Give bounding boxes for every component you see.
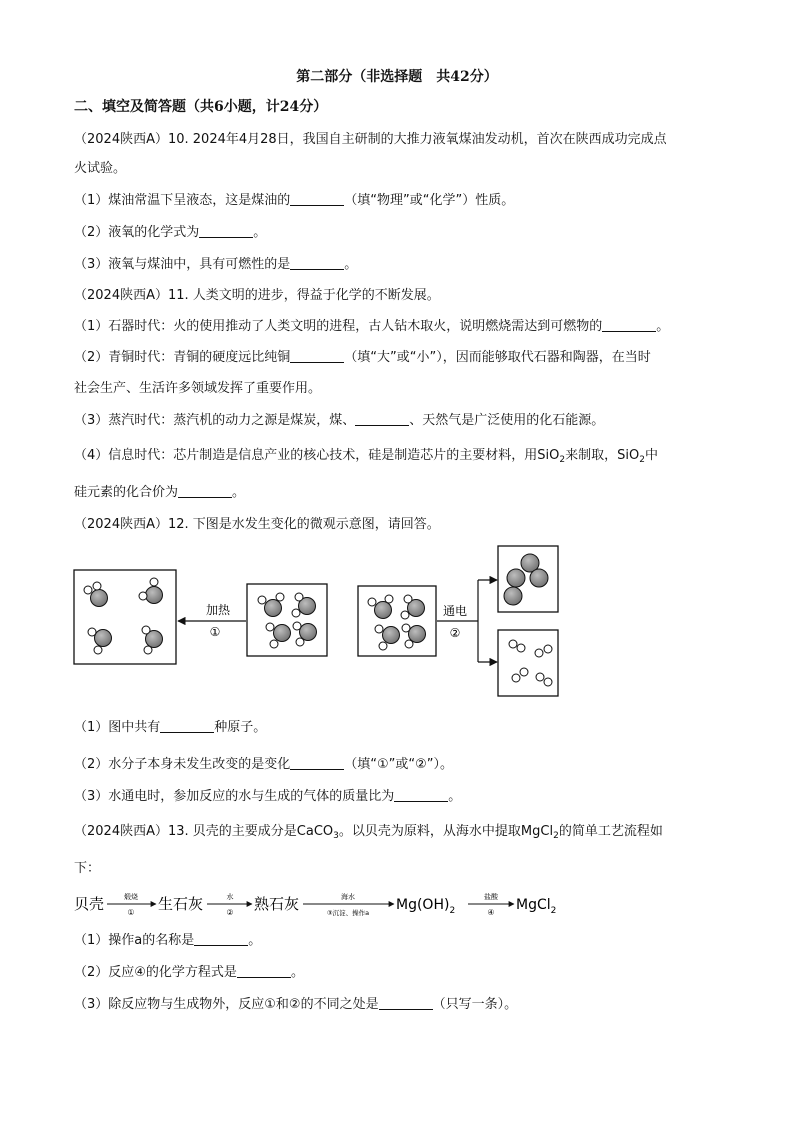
- oxygen-atom: [507, 569, 525, 587]
- q11-part4-text-d: 硅元素的化合价为: [74, 485, 179, 500]
- answer-blank[interactable]: [602, 318, 656, 332]
- box-water-before-electrolysis: [358, 586, 436, 656]
- q10-part3-text-b: 。: [344, 257, 358, 272]
- answer-blank[interactable]: [379, 996, 433, 1010]
- flow-arrow-2-condition: 水: [226, 893, 234, 901]
- answer-blank[interactable]: [199, 224, 253, 238]
- q12-part1-text-b: 种原子。: [214, 720, 267, 735]
- q11-part2-line2: 社会生产、生活许多领域发挥了重要作用。: [74, 381, 322, 396]
- flow-arrow-4-step: ④: [487, 908, 495, 917]
- q12-part2: [74, 756, 453, 774]
- q10-part3-text-a: （3）液氧与煤油中，具有可燃性的是: [74, 257, 291, 272]
- q13-part3: [74, 996, 517, 1014]
- formula-sio2: SiO$_2$: [617, 448, 645, 465]
- q11-part3-text-a: （3）蒸汽时代：蒸汽机的动力之源是煤炭，煤、: [74, 413, 356, 428]
- q12-part1: [74, 719, 266, 737]
- answer-blank[interactable]: [394, 788, 448, 802]
- flow-node-shell: 贝壳: [74, 895, 105, 913]
- q13-stem-line1: [74, 823, 663, 841]
- q11-part1: [74, 318, 669, 336]
- hydrogen-atom: [520, 668, 528, 676]
- oxygen-atom: [530, 569, 548, 587]
- q13-part1: [74, 932, 261, 950]
- q11-part2-text-a: （2）青铜时代：青铜的硬度远比纯铜: [74, 350, 291, 365]
- q11-part4-text-b: 来制取，: [565, 448, 618, 463]
- q13-part2-text-b: 。: [290, 965, 304, 980]
- box-liquid-water: [247, 584, 327, 656]
- answer-blank[interactable]: [355, 412, 409, 426]
- flow-arrow-3-step: ③沉淀、操作a: [326, 909, 370, 917]
- q10-part1-text-b: （填“物理”或“化学”）性质。: [344, 193, 515, 208]
- q11-part2-text-b: （填“大”或“小”），因而能够取代石器和陶器，在当时: [344, 350, 651, 365]
- flow-arrow-3-condition: 海水: [341, 893, 355, 901]
- hydrogen-atom: [544, 645, 552, 653]
- q10-stem-line1: （2024陕西A）10. 2024年4月28日，我国自主研制的大推力液氧煤油发动机，首次在陕西成功完成点: [74, 132, 667, 147]
- q12-stem: （2024陕西A）12. 下图是水发生变化的微观示意图，请回答。: [74, 517, 440, 532]
- q11-stem: （2024陕西A）11. 人类文明的进步，得益于化学的不断发展。: [74, 288, 440, 303]
- oxygen-atom: [504, 587, 522, 605]
- q11-part4: [74, 447, 658, 465]
- q13-part3-text-a: （3）除反应物与生成物外，反应①和②的不同之处是: [74, 997, 379, 1012]
- flow-arrow-1-step: ①: [127, 908, 135, 917]
- q13-stem-text-a: （2024陕西A）13. 贝壳的主要成分是: [74, 824, 297, 839]
- hydrogen-atom: [512, 674, 520, 682]
- q10-part2-text-b: 。: [253, 225, 267, 240]
- box-steam: [74, 570, 176, 664]
- q12-part2-text-a: （2）水分子本身未发生改变的是变化: [74, 757, 291, 772]
- hydrogen-atom: [536, 673, 544, 681]
- q10-stem-line2: 火试验。: [74, 161, 127, 176]
- q10-part1: [74, 192, 514, 210]
- flow-node-slaked-lime: 熟石灰: [254, 895, 300, 913]
- q12-part3-text-b: 。: [448, 789, 462, 804]
- q10-part3: [74, 256, 357, 274]
- flow-node-mgcl2: MgCl$_2$: [516, 897, 557, 916]
- answer-blank[interactable]: [160, 719, 214, 733]
- q13-stem-text-b: 。以贝壳为原料，从海水中提取: [338, 824, 521, 839]
- q11-part1-text-a: （1）石器时代：火的使用推动了人类文明的进程，古人钻木取火，说明燃烧需达到可燃物的: [74, 319, 603, 334]
- flow-arrow-2-step: ②: [226, 908, 234, 917]
- flow-arrow-1-condition: 煅烧: [124, 893, 138, 901]
- q10-part1-text-a: （1）煤油常温下呈液态，这是煤油的: [74, 193, 291, 208]
- q10-part2: [74, 224, 266, 242]
- answer-blank[interactable]: [194, 932, 248, 946]
- q13-part2-text-a: （2）反应④的化学方程式是: [74, 965, 237, 980]
- q11-part4-text-e: 。: [232, 485, 246, 500]
- formula-sio2: SiO$_2$: [537, 448, 566, 465]
- q11-part4-text-a: （4）信息时代：芯片制造是信息产业的核心技术，硅是制造芯片的主要材料，用: [74, 448, 538, 463]
- q10-part2-text-a: （2）液氧的化学式为: [74, 225, 200, 240]
- q11-part2: [74, 349, 651, 367]
- process-flow: [74, 888, 594, 920]
- q11-part4-text-c: 中: [644, 448, 658, 463]
- answer-blank[interactable]: [290, 756, 344, 770]
- q13-stem-line2: 下：: [74, 861, 101, 876]
- electrolysis-label: 通电: [442, 604, 468, 618]
- hydrogen-atom: [509, 640, 517, 648]
- heat-label: 加热: [205, 603, 231, 617]
- q13-part1-text-a: （1）操作a的名称是: [74, 933, 195, 948]
- q12-part3-text-a: （3）水通电时，参加反应的水与生成的气体的质量比为: [74, 789, 395, 804]
- answer-blank[interactable]: [290, 349, 344, 363]
- formula-caco3: CaCO$_3$: [296, 824, 339, 841]
- q13-part3-text-b: （只写一条）。: [432, 997, 518, 1012]
- q13-part2: [74, 964, 304, 982]
- part-title: 第二部分（非选择题 共42分）: [296, 69, 498, 85]
- q11-part1-text-b: 。: [656, 319, 670, 334]
- answer-blank[interactable]: [237, 964, 291, 978]
- hydrogen-atom: [517, 644, 525, 652]
- answer-blank[interactable]: [290, 256, 344, 270]
- q12-part3: [74, 788, 461, 806]
- hydrogen-atom: [544, 678, 552, 686]
- electrolysis-step-number: ②: [449, 626, 461, 640]
- flow-arrow-4-condition: 盐酸: [484, 893, 498, 901]
- q13-stem-text-c: 的简单工艺流程如: [558, 824, 663, 839]
- water-change-diagram: [0, 540, 794, 700]
- q11-part4-line2: [74, 484, 245, 502]
- q11-part3: [74, 412, 604, 430]
- q13-part1-text-b: 。: [248, 933, 262, 948]
- q12-part2-text-b: （填“①”或“②”）。: [344, 757, 454, 772]
- q12-part1-text-a: （1）图中共有: [74, 720, 161, 735]
- flow-node-quicklime: 生石灰: [158, 895, 204, 913]
- q11-part3-text-b: 、天然气是广泛使用的化石能源。: [409, 413, 605, 428]
- flow-node-mg-oh-2: $Mg(OH)_2$: [396, 897, 456, 916]
- answer-blank[interactable]: [290, 192, 344, 206]
- answer-blank[interactable]: [178, 484, 232, 498]
- section-heading: 二、填空及简答题（共6小题，计24分）: [74, 99, 328, 115]
- formula-mgcl2: MgCl$_2$: [520, 824, 559, 841]
- hydrogen-atom: [535, 649, 543, 657]
- heat-step-number: ①: [209, 625, 221, 639]
